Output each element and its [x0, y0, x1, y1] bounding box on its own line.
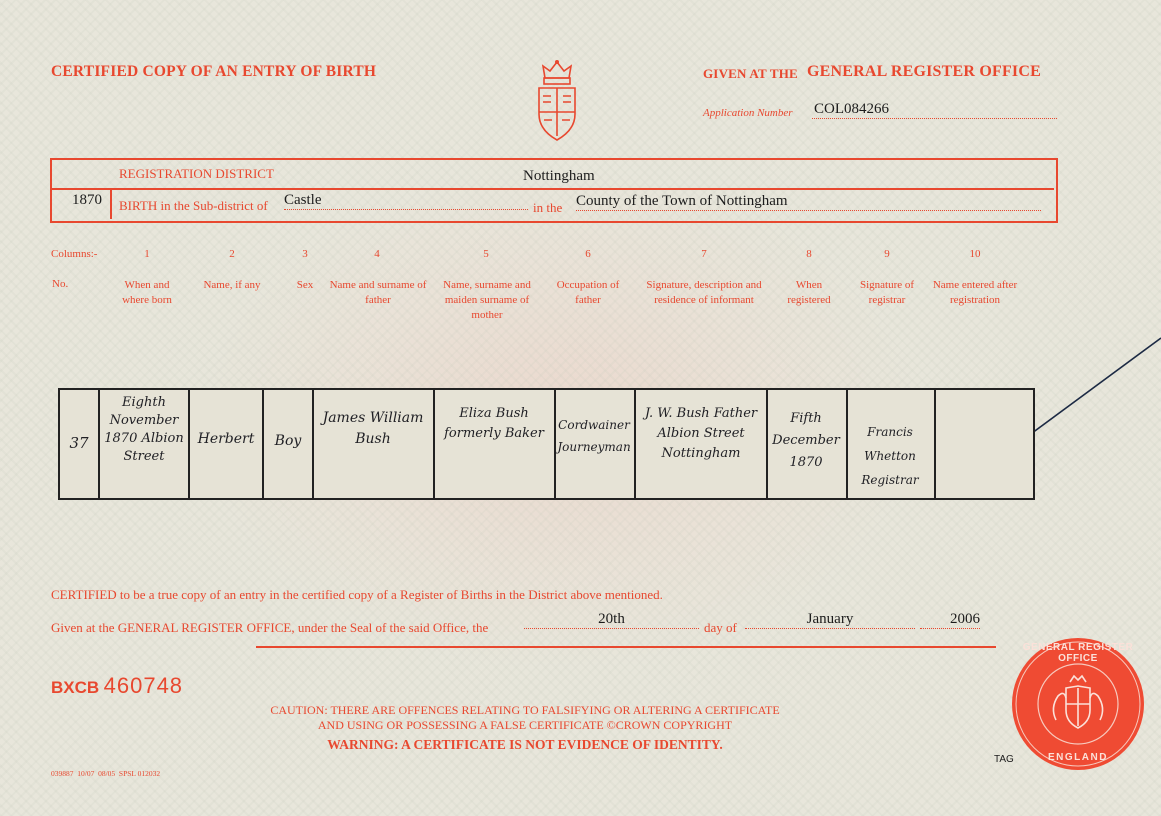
birth-subdistrict-label: BIRTH in the Sub-district of	[119, 198, 268, 213]
given-at-statement: Given at the GENERAL REGISTER OFFICE, under the Seal of the said Office, the	[51, 620, 489, 635]
royal-crest-icon	[527, 56, 587, 146]
column-number: 2	[229, 248, 235, 260]
column-header: Sex	[296, 279, 314, 291]
sub-district-value: Castle	[284, 192, 528, 210]
column-header: When registered	[787, 279, 831, 306]
caution-line-1: CAUTION: THERE ARE OFFENCES RELATING TO FALSIFYING OR ALTERING A CERTIFICATE	[270, 703, 780, 717]
column-header: Signature of registrar	[859, 279, 915, 306]
registration-district-value: Nottingham	[523, 168, 595, 184]
entry-registered: Fifth December 1870	[772, 411, 840, 470]
column-number: 1	[144, 248, 150, 260]
year-divider	[110, 188, 112, 219]
caution-notice	[230, 703, 820, 733]
entry-sex: Boy	[274, 433, 302, 449]
certificate-title: CERTIFIED COPY OF AN ENTRY OF BIRTH	[51, 63, 377, 80]
official-seal-icon	[1010, 636, 1146, 772]
district-divider	[50, 188, 1054, 190]
certified-day: 20th	[524, 611, 699, 629]
seal-top-text: GENERAL REGISTER OFFICE	[1022, 642, 1134, 664]
certified-statement: CERTIFIED to be a true copy of an entry in the certified copy of a Register of Births in the District above mentioned.	[51, 587, 663, 602]
column-header: Name, if any	[203, 279, 261, 291]
entry-mother: Eliza Bush formerly Baker	[444, 406, 544, 441]
column-header: Occupation of father	[556, 279, 620, 306]
column-number: 4	[374, 248, 380, 260]
columns-label: Columns:-	[51, 248, 98, 260]
county-value: County of the Town of Nottingham	[576, 193, 1041, 211]
column-number: 9	[884, 248, 890, 260]
serial-digits: 460748	[103, 673, 184, 698]
entry-when-where: Eighth November 1870 Albion Street	[104, 395, 184, 464]
column-number: 8	[806, 248, 812, 260]
application-label: Application Number	[703, 107, 793, 119]
registration-district-label: REGISTRATION DISTRICT	[119, 166, 274, 181]
column-header: Name and surname of father	[329, 279, 427, 306]
column-number: 10	[969, 248, 981, 260]
entry-registrar: Francis Whetton Registrar	[861, 425, 919, 487]
no-label: No.	[52, 278, 69, 290]
column-number: 6	[585, 248, 591, 260]
office-name: GENERAL REGISTER OFFICE	[807, 63, 1041, 80]
column-number: 7	[701, 248, 707, 260]
serial-prefix: BXCB	[51, 678, 100, 697]
certified-month: January	[745, 611, 915, 629]
given-at-prefix: GIVEN AT THE	[703, 66, 798, 81]
identity-warning: WARNING: A CERTIFICATE IS NOT EVIDENCE OF IDENTITY.	[327, 737, 723, 752]
column-header: Name entered after registration	[932, 279, 1018, 306]
column-number: 5	[483, 248, 489, 260]
entry-informant: J. W. Bush Father Albion Street Nottingham	[644, 406, 758, 461]
seal-bottom-text: ENGLAND	[1048, 752, 1108, 763]
tag-label: TAG	[994, 754, 1014, 765]
serial-number	[51, 673, 183, 699]
entry-father: James William Bush	[322, 410, 424, 447]
column-header: Name, surname and maiden surname of mother	[443, 279, 531, 321]
caution-line-2: AND USING OR POSSESSING A FALSE CERTIFICATE ©CROWN COPYRIGHT	[317, 718, 733, 732]
day-of-label: day of	[704, 620, 737, 635]
column-number: 3	[302, 248, 308, 260]
signature-rule	[256, 646, 996, 648]
birth-year: 1870	[72, 192, 102, 208]
application-number: COL084266	[812, 101, 1057, 119]
form-code: 039887 10/07 08/05 SPSL 012032	[51, 769, 161, 778]
column-header: Signature, description and residence of informant	[646, 279, 762, 306]
in-the-label: in the	[533, 200, 563, 215]
register-entry-table	[58, 388, 1035, 500]
entry-occupation: Cordwainer Journeyman	[557, 418, 631, 454]
entry-number: 37	[69, 434, 89, 452]
certified-year: 2006	[920, 611, 980, 629]
column-header: When and where born	[122, 279, 172, 306]
entry-name: Herbert	[197, 431, 255, 447]
